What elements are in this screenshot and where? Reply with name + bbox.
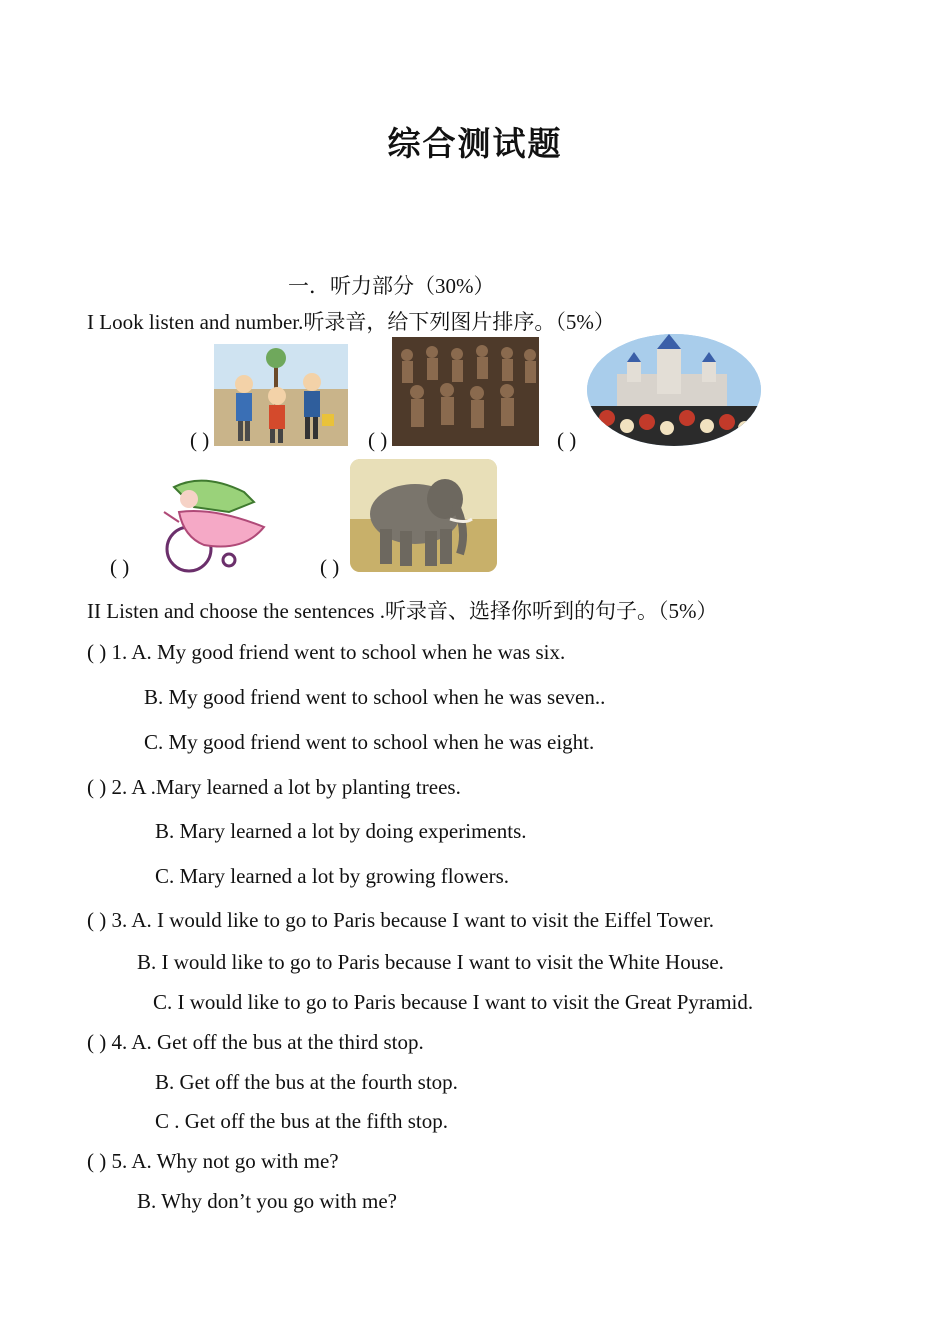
- picture-3-blank: ( ): [557, 428, 577, 452]
- part2-instruction: II Listen and choose the sentences .听录音、选择你听到的句子。（5%）: [87, 599, 718, 623]
- elephant-picture: [350, 459, 497, 572]
- question-2-option-a: ( ) 2. A .Mary learned a lot by planting trees.: [87, 775, 461, 799]
- question-4-option-b: B. Get off the bus at the fourth stop.: [155, 1070, 458, 1094]
- picture-4-blank: ( ): [110, 555, 130, 579]
- question-1-option-c: C. My good friend went to school when he was eight.: [144, 730, 595, 754]
- question-4-option-c: C . Get off the bus at the fifth stop.: [155, 1109, 448, 1133]
- question-2-option-b: B. Mary learned a lot by doing experiments.: [155, 819, 527, 843]
- question-4-option-a: ( ) 4. A. Get off the bus at the third stop.: [87, 1030, 424, 1054]
- question-3-option-c: C. I would like to go to Paris because I want to visit the Great Pyramid.: [153, 990, 754, 1014]
- girl-riding-bicycle-picture: [134, 467, 269, 573]
- question-1-option-a: ( ) 1. A. My good friend went to school when he was six.: [87, 640, 566, 664]
- question-3-option-a: ( ) 3. A. I would like to go to Paris because I want to visit the Eiffel Tower.: [87, 908, 715, 932]
- question-1-option-b: B. My good friend went to school when he was seven..: [144, 685, 606, 709]
- page-title: 综合测试题: [387, 127, 563, 163]
- picture-5-blank: ( ): [320, 555, 340, 579]
- question-5-option-b: B. Why don’t you go with me?: [137, 1189, 397, 1213]
- question-3-option-b: B. I would like to go to Paris because I want to visit the White House.: [137, 950, 724, 974]
- picture-1-blank: ( ): [190, 428, 210, 452]
- terracotta-warriors-picture: [392, 337, 539, 446]
- question-2-option-c: C. Mary learned a lot by growing flowers.: [155, 864, 509, 888]
- part1-instruction: I Look listen and number.听录音，给下列图片排序。（5%）: [87, 310, 615, 334]
- children-planting-tree-picture: [214, 344, 348, 446]
- section-heading: 一．听力部分（30%）: [288, 274, 495, 298]
- question-5-option-a: ( ) 5. A. Why not go with me?: [87, 1149, 339, 1173]
- disneyland-castle-picture: [587, 334, 761, 446]
- picture-2-blank: ( ): [368, 428, 388, 452]
